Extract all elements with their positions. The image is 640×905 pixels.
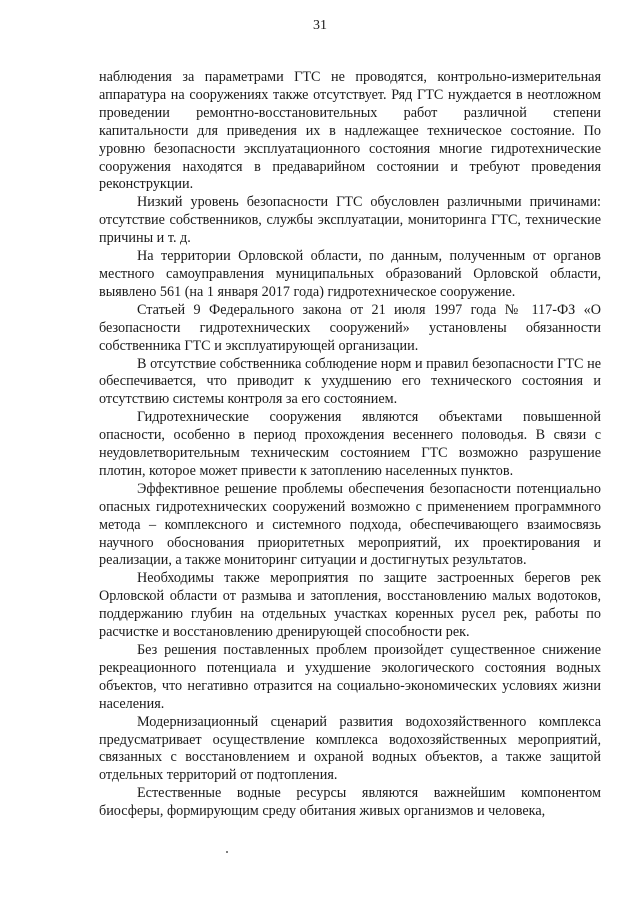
paragraph: Без решения поставленных проблем произойдет существенное снижение рекреационного потенциала и ухудшение экологического состояния водных объектов, что негативно отразится на социально-экономических условиях жизни населения. (99, 642, 601, 712)
paragraph: Гидротехнические сооружения являются объектами повышенной опасности, особенно в период прохождения весеннего половодья. В связи с неудовлетворительным техническим состоянием ГТС возможно разрушение плотин, которое может привести к затоплению населенных пунктов. (99, 409, 601, 479)
paragraph: Модернизационный сценарий развития водохозяйственного комплекса предусматривает осуществление комплекса водохозяйственных мероприятий, связанных с восстановлением и охраной водных объектов, а также защитой отдельных территорий от подтопления. (99, 713, 601, 784)
paragraph: В отсутствие собственника соблюдение норм и правил безопасности ГТС не обеспечивается, что приводит к ухудшению его технического состояния и отсутствию системы контроля за его состоянием. (99, 355, 601, 408)
paragraph: Эффективное решение проблемы обеспечения безопасности потенциально опасных гидротехнических сооружений возможно с применением программного метода – комплексного и системного подхода, обеспечивающего взаимосвязь научного обоснования приоритетных мероприятий, их проектирования и реализации, а также мониторинг ситуации и достигнутых результатов. (99, 480, 601, 569)
scan-speck (226, 851, 228, 853)
paragraph: Необходимы также мероприятия по защите застроенных берегов рек Орловской области от размыва и затопления, восстановлению малых водотоков, поддержанию глубин на отдельных участках коренных русел рек, работы по расчистке и восстановлению дренирующей способности рек. (99, 570, 601, 641)
body-text (99, 69, 601, 821)
paragraph: наблюдения за параметрами ГТС не проводятся, контрольно-измерительная аппаратура на сооружениях также отсутствует. Ряд ГТС нуждается в неотложном проведении ремонтно-восстановительных работ различной степени капитальности для приведения их в надлежащее техническое состояние. По уровню безопасности эксплуатационного состояния многие гидротехнические сооружения находятся в предаварийном состоянии и требуют проведения реконструкции. (99, 69, 601, 193)
paragraph: Естественные водные ресурсы являются важнейшим компонентом биосферы, формирующим среду обитания живых организмов и человека, (99, 785, 601, 820)
paragraph: Низкий уровень безопасности ГТС обусловлен различными причинами: отсутствие собственников, службы эксплуатации, мониторинга ГТС, технические причины и т. д. (99, 194, 601, 247)
paragraph: Статьей 9 Федерального закона от 21 июля 1997 года № 117-ФЗ «О безопасности гидротехнических сооружений» установлены обязанности собственника ГТС и эксплуатирующей организации. (99, 301, 601, 354)
paragraph: На территории Орловской области, по данным, полученным от органов местного самоуправления муниципальных образований Орловской области, выявлено 561 (на 1 января 2017 года) гидротехническое сооружение. (99, 248, 601, 300)
page-number: 31 (313, 18, 327, 33)
